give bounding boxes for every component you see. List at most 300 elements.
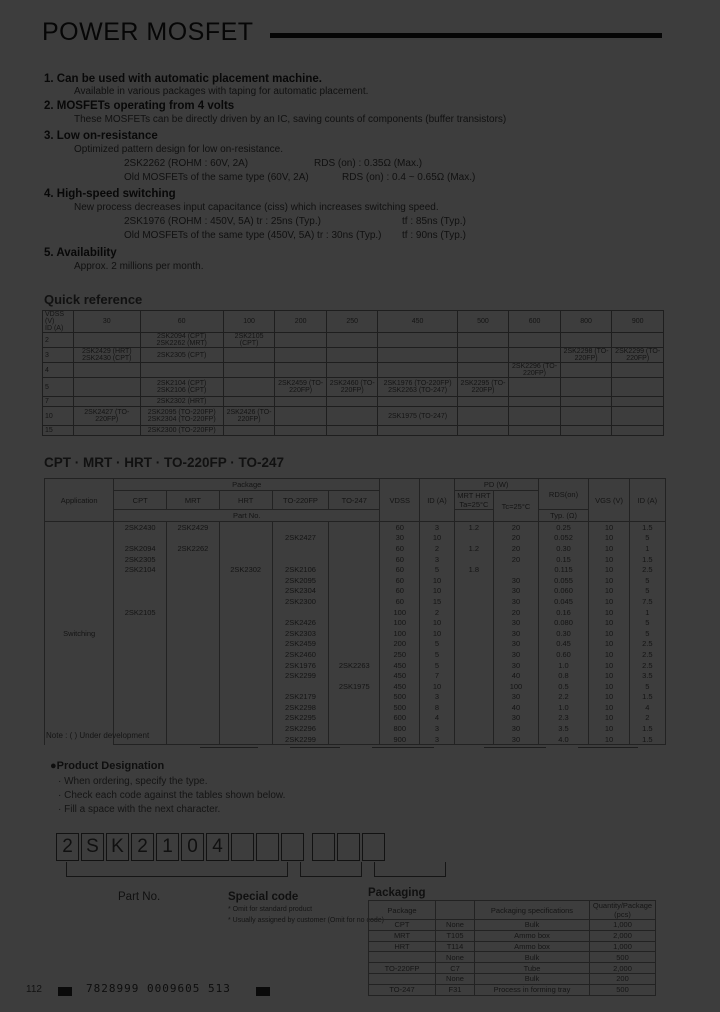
- qr-cell: [326, 407, 378, 426]
- table-cell: 3.5: [629, 670, 665, 681]
- blank-box: [256, 833, 279, 861]
- table-cell: [329, 586, 380, 597]
- table-row: [45, 575, 666, 586]
- qr-header-row: [43, 311, 664, 333]
- char-box: 4: [206, 833, 229, 861]
- feature-2-text: These MOSFETs can be directly driven by an IC, saving counts of components (buffer transistors): [74, 114, 507, 125]
- table-row: [45, 649, 666, 660]
- qr-cell: [223, 348, 275, 363]
- table-cell: 20: [494, 533, 538, 544]
- qr-cell: 2SK2305 (CPT): [140, 348, 223, 363]
- qr-cell: [457, 333, 509, 348]
- table-row: [45, 628, 666, 639]
- table-cell: 5: [629, 681, 665, 692]
- table-cell: [454, 670, 494, 681]
- qr-cell: [275, 363, 327, 378]
- table-cell: 10: [420, 617, 454, 628]
- table-cell: 4: [629, 702, 665, 713]
- feature-3-old: Old MOSFETs of the same type (60V, 2A): [124, 172, 309, 183]
- table-cell: [219, 628, 272, 639]
- table-cell: 10: [589, 575, 629, 586]
- application-cell: Switching: [45, 522, 114, 745]
- table-cell: 10: [589, 670, 629, 681]
- qr-cell: 2SK2429 (HRT) 2SK2430 (CPT): [74, 348, 141, 363]
- table-cell: 2SK2295: [272, 713, 329, 724]
- table-row: [45, 617, 666, 628]
- packaging-cell: [369, 973, 436, 984]
- table-cell: [329, 628, 380, 639]
- table-cell: 450: [380, 670, 420, 681]
- qr-cell: [612, 363, 664, 378]
- table-cell: 3: [420, 522, 454, 533]
- packaging-cell: 1,000: [590, 941, 656, 952]
- table-cell: 5: [629, 575, 665, 586]
- table-cell: [167, 734, 220, 745]
- table-cell: 2SK2459: [272, 639, 329, 650]
- table-cell: 10: [589, 596, 629, 607]
- packaging-cell: 200: [590, 973, 656, 984]
- table-cell: [219, 607, 272, 618]
- packaging-cell: Bulk: [475, 952, 590, 963]
- packaging-cell: 2,000: [590, 963, 656, 974]
- packaging-cell: 1,000: [590, 920, 656, 931]
- print-code: 7828999 0009605 513: [86, 982, 231, 995]
- table-cell: 3: [420, 723, 454, 734]
- table-cell: [167, 533, 220, 544]
- table-cell: 20: [494, 607, 538, 618]
- product-designation-title: ●Product Designation: [50, 760, 165, 772]
- feature-5-heading: 5. Availability: [44, 247, 117, 259]
- table-cell: [329, 522, 380, 533]
- table-cell: 2SK2094: [114, 543, 167, 554]
- table-cell: [329, 713, 380, 724]
- packaging-bracket: [374, 862, 446, 877]
- feature-4-rohm-tf: tf : 85ns (Typ.): [402, 216, 466, 227]
- table-cell: 10: [589, 713, 629, 724]
- packaging-cell: TO-247: [369, 984, 436, 995]
- blank-box: [312, 833, 335, 861]
- table-cell: 2.5: [629, 639, 665, 650]
- packaging-cell: HRT: [369, 941, 436, 952]
- table-cell: 2.3: [538, 713, 589, 724]
- table-row: [45, 586, 666, 597]
- table-cell: [454, 713, 494, 724]
- table-cell: [114, 533, 167, 544]
- feature-1-text: Available in various packages with taping for automatic placement.: [74, 86, 369, 97]
- packaging-row: [369, 941, 656, 952]
- qr-cell: [275, 407, 327, 426]
- col-hrt: HRT: [219, 491, 272, 510]
- table-cell: 2SK2105: [114, 607, 167, 618]
- table-cell: [114, 617, 167, 628]
- packaging-row: [369, 930, 656, 941]
- char-box: S: [81, 833, 104, 861]
- table-cell: 5: [420, 639, 454, 650]
- packaging-title: Packaging: [368, 887, 426, 899]
- qr-cell: [326, 397, 378, 407]
- table-cell: 20: [494, 543, 538, 554]
- table-cell: [454, 628, 494, 639]
- table-cell: 10: [589, 692, 629, 703]
- qr-current: 10: [43, 407, 74, 426]
- table-cell: 4: [420, 713, 454, 724]
- feature-3-old-rds: RDS (on) : 0.4 ~ 0.65Ω (Max.): [342, 172, 476, 183]
- print-mark: [58, 987, 72, 996]
- feature-4-old: Old MOSFETs of the same type (450V, 5A) tr : 30ns (Typ.): [124, 230, 382, 241]
- qr-cell: 2SK2427 (TO-220FP): [74, 407, 141, 426]
- table-cell: 0.080: [538, 617, 589, 628]
- packaging-row: [369, 952, 656, 963]
- col-package: Package: [114, 479, 380, 491]
- table-row: [45, 670, 666, 681]
- qr-cell: [457, 407, 509, 426]
- char-box: 0: [181, 833, 204, 861]
- qr-cell: [560, 333, 612, 348]
- table-cell: [114, 628, 167, 639]
- table-cell: 1: [629, 543, 665, 554]
- feature-2-heading: 2. MOSFETs operating from 4 volts: [44, 100, 235, 112]
- table-cell: 10: [589, 660, 629, 671]
- packaging-cell: F31: [436, 984, 475, 995]
- table-cell: 10: [589, 543, 629, 554]
- col-rds-typ: Typ. (Ω): [538, 510, 589, 522]
- qr-cell: 2SK2300 (TO-220FP): [140, 426, 223, 436]
- table-cell: 5: [629, 533, 665, 544]
- qr-voltage: 800: [560, 311, 612, 333]
- table-cell: 3.5: [538, 723, 589, 734]
- qr-cell: [378, 397, 457, 407]
- table-cell: [167, 660, 220, 671]
- table-cell: [454, 660, 494, 671]
- table-cell: [272, 522, 329, 533]
- table-cell: 0.30: [538, 628, 589, 639]
- qr-cell: [74, 426, 141, 436]
- table-cell: 30: [494, 734, 538, 745]
- qr-current: 4: [43, 363, 74, 378]
- table-cell: [329, 649, 380, 660]
- table-cell: 60: [380, 564, 420, 575]
- qr-cell: [326, 348, 378, 363]
- table-cell: 2SK2179: [272, 692, 329, 703]
- table-cell: [454, 639, 494, 650]
- table-cell: [167, 639, 220, 650]
- table-cell: [272, 554, 329, 565]
- table-cell: [114, 660, 167, 671]
- qr-cell: [509, 407, 561, 426]
- packaging-cell: T105: [436, 930, 475, 941]
- qr-cell: [275, 333, 327, 348]
- table-cell: [219, 649, 272, 660]
- table-cell: [454, 702, 494, 713]
- col-pd-ta-blank: [454, 510, 494, 522]
- qr-cell: [612, 426, 664, 436]
- table-cell: 10: [589, 639, 629, 650]
- col-pd-tc: Tc=25°C: [494, 491, 538, 522]
- packaging-cell: 2,000: [590, 930, 656, 941]
- table-cell: 10: [420, 681, 454, 692]
- table-cell: 30: [380, 533, 420, 544]
- table-cell: [219, 660, 272, 671]
- table-cell: 10: [589, 607, 629, 618]
- qr-current: 5: [43, 378, 74, 397]
- table-cell: [219, 681, 272, 692]
- table-cell: 2SK1976: [272, 660, 329, 671]
- table-cell: 10: [589, 649, 629, 660]
- table-cell: 30: [494, 660, 538, 671]
- qr-voltage: 450: [378, 311, 457, 333]
- char-box: K: [106, 833, 129, 861]
- qr-cell: [457, 348, 509, 363]
- table-cell: 100: [380, 607, 420, 618]
- table-cell: [329, 575, 380, 586]
- table-cell: [454, 734, 494, 745]
- table-cell: [167, 649, 220, 660]
- qr-current: 7: [43, 397, 74, 407]
- qr-row: [43, 397, 664, 407]
- table-cell: [167, 607, 220, 618]
- qr-cell: [326, 333, 378, 348]
- table-cell: 2SK2299: [272, 734, 329, 745]
- qr-cell: 2SK2459 (TO-220FP): [275, 378, 327, 397]
- table-cell: 30: [494, 628, 538, 639]
- table-cell: 0.16: [538, 607, 589, 618]
- table-cell: [329, 702, 380, 713]
- qr-cell: [509, 397, 561, 407]
- table-cell: [454, 607, 494, 618]
- qr-voltage: 60: [140, 311, 223, 333]
- table-row: [45, 702, 666, 713]
- pk-header: [436, 901, 475, 920]
- table-row: [45, 607, 666, 618]
- table-cell: 4.0: [538, 734, 589, 745]
- table-cell: 0.055: [538, 575, 589, 586]
- table-cell: 30: [494, 617, 538, 628]
- table-cell: 0.052: [538, 533, 589, 544]
- qr-cell: [223, 363, 275, 378]
- table-cell: 10: [589, 554, 629, 565]
- quick-reference-table: [42, 310, 664, 436]
- table-cell: [219, 522, 272, 533]
- table-cell: [167, 575, 220, 586]
- main-table-title: CPT · MRT · HRT · TO-220FP · TO-247: [44, 455, 285, 470]
- qr-cell: [74, 397, 141, 407]
- table-cell: 100: [380, 617, 420, 628]
- feature-3-text: Optimized pattern design for low on-resistance.: [74, 144, 283, 155]
- qr-voltage: 600: [509, 311, 561, 333]
- qr-cell: 2SK2094 (CPT) 2SK2262 (MRT): [140, 333, 223, 348]
- table-cell: 1.8: [454, 564, 494, 575]
- table-cell: 2SK2095: [272, 575, 329, 586]
- qr-cell: [378, 363, 457, 378]
- table-cell: [219, 670, 272, 681]
- table-cell: 30: [494, 639, 538, 650]
- table-cell: 0.045: [538, 596, 589, 607]
- special-code-bracket: [300, 862, 362, 877]
- rule: [578, 747, 638, 748]
- table-cell: 30: [494, 713, 538, 724]
- packaging-table: [368, 900, 656, 996]
- qr-cell: [74, 363, 141, 378]
- table-cell: 250: [380, 649, 420, 660]
- table-cell: 60: [380, 543, 420, 554]
- designation-instruction: · Check each code against the tables shown below.: [58, 790, 286, 801]
- packaging-cell: Process in forming tray: [475, 984, 590, 995]
- qr-cell: [509, 378, 561, 397]
- qr-cell: [74, 333, 141, 348]
- table-cell: 1.2: [454, 543, 494, 554]
- qr-cell: [457, 426, 509, 436]
- qr-cell: [223, 378, 275, 397]
- special-code-label: Special code: [228, 891, 299, 903]
- table-cell: 10: [589, 628, 629, 639]
- col-pd: PD (W): [454, 479, 538, 491]
- table-cell: [114, 575, 167, 586]
- table-cell: 2SK2430: [114, 522, 167, 533]
- table-cell: [219, 533, 272, 544]
- table-cell: 1.5: [629, 522, 665, 533]
- special-code-note: * Usually assigned by customer (Omit for no code): [228, 917, 385, 924]
- designation-instruction: · Fill a space with the next character.: [58, 804, 221, 815]
- table-cell: [219, 554, 272, 565]
- qr-voltage: 900: [612, 311, 664, 333]
- packaging-cell: Ammo box: [475, 941, 590, 952]
- qr-cell: [378, 426, 457, 436]
- table-cell: [329, 692, 380, 703]
- qr-row: [43, 426, 664, 436]
- table-row: [45, 660, 666, 671]
- feature-3-heading: 3. Low on-resistance: [44, 130, 158, 142]
- qr-voltage: 100: [223, 311, 275, 333]
- qr-voltage: 250: [326, 311, 378, 333]
- qr-cell: [223, 426, 275, 436]
- part-no-bracket: [66, 862, 288, 877]
- packaging-cell: Ammo box: [475, 930, 590, 941]
- qr-cell: [509, 426, 561, 436]
- char-box: 1: [156, 833, 179, 861]
- table-cell: 10: [589, 734, 629, 745]
- table-cell: 500: [380, 702, 420, 713]
- table-row: [45, 713, 666, 724]
- pk-header: Quantity/Package (pcs): [590, 901, 656, 920]
- table-cell: [454, 554, 494, 565]
- col-vdss: VDSS: [380, 479, 420, 522]
- table-row: [45, 554, 666, 565]
- table-row: [45, 522, 666, 533]
- qr-row: [43, 363, 664, 378]
- quick-reference-title: Quick reference: [44, 292, 143, 307]
- feature-3-rohm-rds: RDS (on) : 0.35Ω (Max.): [314, 158, 423, 169]
- table-cell: 60: [380, 586, 420, 597]
- table-cell: [329, 734, 380, 745]
- char-box: 2: [56, 833, 79, 861]
- table-cell: [329, 639, 380, 650]
- qr-cell: [612, 378, 664, 397]
- table-cell: 30: [494, 692, 538, 703]
- qr-cell: [560, 426, 612, 436]
- feature-5-text: Approx. 2 millions per month.: [74, 261, 204, 272]
- rule: [290, 747, 340, 748]
- table-cell: 2.5: [629, 564, 665, 575]
- table-cell: 5: [420, 564, 454, 575]
- table-cell: [219, 543, 272, 554]
- table-row: [45, 681, 666, 692]
- blank-box: [362, 833, 385, 861]
- table-cell: [114, 670, 167, 681]
- table-cell: [219, 713, 272, 724]
- table-note: Note : ( ) Under development: [46, 731, 150, 740]
- table-cell: 10: [589, 533, 629, 544]
- table-cell: 0.60: [538, 649, 589, 660]
- qr-current: 2: [43, 333, 74, 348]
- table-cell: 1: [629, 607, 665, 618]
- qr-cell: [275, 348, 327, 363]
- table-cell: 450: [380, 660, 420, 671]
- qr-cell: [378, 348, 457, 363]
- table-cell: [329, 723, 380, 734]
- packaging-cell: T114: [436, 941, 475, 952]
- table-cell: 2SK1975: [329, 681, 380, 692]
- table-cell: [219, 639, 272, 650]
- packaging-cell: 500: [590, 952, 656, 963]
- table-cell: 10: [589, 522, 629, 533]
- qr-cell: [378, 333, 457, 348]
- table-cell: 30: [494, 586, 538, 597]
- qr-cell: [560, 363, 612, 378]
- packaging-cell: 500: [590, 984, 656, 995]
- qr-cell: 2SK2296 (TO-220FP): [509, 363, 561, 378]
- table-cell: [454, 586, 494, 597]
- table-cell: 20: [494, 554, 538, 565]
- qr-cell: 2SK2298 (TO-220FP): [560, 348, 612, 363]
- table-cell: [454, 681, 494, 692]
- table-cell: 2: [629, 713, 665, 724]
- packaging-row: [369, 973, 656, 984]
- col-to220fp: TO-220FP: [272, 491, 329, 510]
- table-cell: 600: [380, 713, 420, 724]
- table-cell: 0.45: [538, 639, 589, 650]
- table-cell: [167, 554, 220, 565]
- feature-1-heading: 1. Can be used with automatic placement machine.: [44, 73, 322, 85]
- packaging-cell: None: [436, 952, 475, 963]
- packaging-cell: [369, 952, 436, 963]
- table-row: [45, 639, 666, 650]
- table-cell: [219, 734, 272, 745]
- table-cell: [454, 649, 494, 660]
- qr-current: 3: [43, 348, 74, 363]
- table-cell: [114, 639, 167, 650]
- table-cell: 2SK2298: [272, 702, 329, 713]
- table-cell: [329, 596, 380, 607]
- table-cell: 1.2: [454, 522, 494, 533]
- table-cell: [329, 554, 380, 565]
- table-cell: 30: [494, 596, 538, 607]
- rule: [484, 747, 546, 748]
- table-cell: 10: [589, 723, 629, 734]
- table-cell: 5: [629, 628, 665, 639]
- table-cell: 5: [629, 617, 665, 628]
- qr-cell: [223, 397, 275, 407]
- col-id: ID (A): [420, 479, 454, 522]
- table-cell: 3: [420, 734, 454, 745]
- table-cell: [114, 692, 167, 703]
- feature-4-text: New process decreases input capacitance (ciss) which increases switching speed.: [74, 202, 439, 213]
- table-cell: [454, 723, 494, 734]
- qr-cell: [275, 397, 327, 407]
- qr-voltage: 500: [457, 311, 509, 333]
- table-cell: [167, 692, 220, 703]
- col-to247: TO-247: [329, 491, 380, 510]
- table-cell: [167, 586, 220, 597]
